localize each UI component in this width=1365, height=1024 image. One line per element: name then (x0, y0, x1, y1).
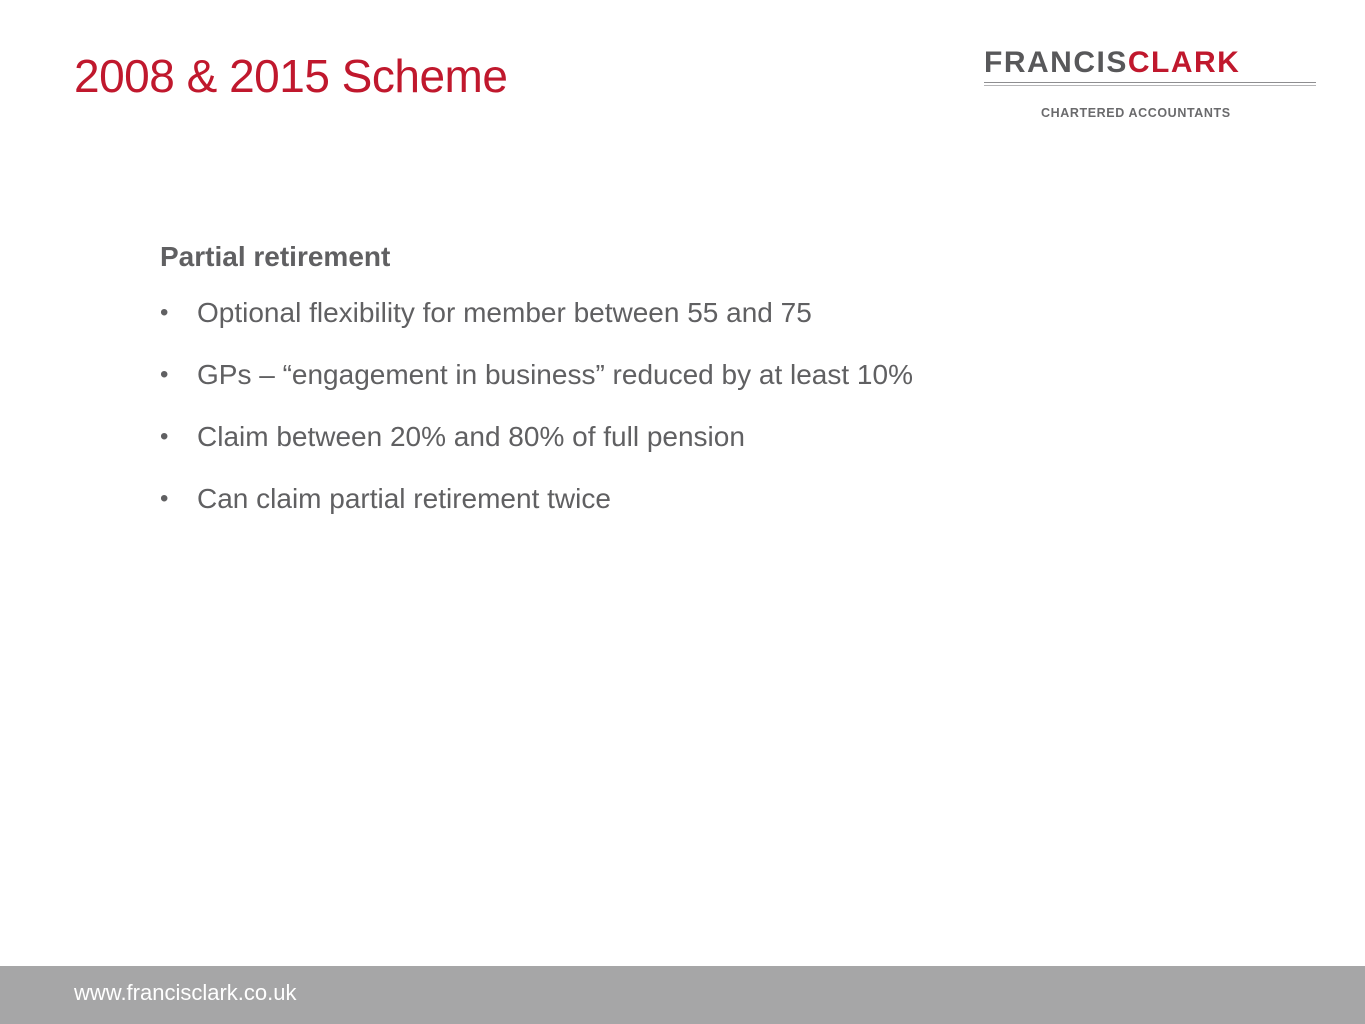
bullet-list (160, 294, 1160, 518)
logo-rule-secondary (984, 85, 1316, 86)
bullet-dot: • (160, 361, 169, 388)
bullet-text: Optional flexibility for member between 55 and 75 (197, 297, 812, 328)
bullet-item (160, 294, 1160, 332)
bullet-item (160, 480, 1160, 518)
slide-title: 2008 & 2015 Scheme (74, 50, 508, 102)
bullet-text: Claim between 20% and 80% of full pension (197, 421, 745, 452)
logo-wordmark (984, 48, 1240, 78)
logo-rule (984, 82, 1316, 83)
section-heading: Partial retirement (160, 241, 391, 272)
footer-bar (0, 966, 1365, 1024)
logo-tagline: CHARTERED ACCOUNTANTS (1041, 106, 1231, 120)
bullet-dot: • (160, 485, 169, 512)
footer-website-link[interactable]: www.francisclark.co.uk (74, 980, 297, 1005)
logo-word-francis: FRANCIS (984, 46, 1128, 79)
slide-content (160, 238, 1160, 542)
bullet-text: GPs – “engagement in business” reduced by at least 10% (197, 359, 913, 390)
bullet-dot: • (160, 299, 169, 326)
bullet-item (160, 418, 1160, 456)
bullet-text: Can claim partial retirement twice (197, 483, 611, 514)
bullet-item (160, 356, 1160, 394)
logo-word-clark: CLARK (1127, 46, 1241, 79)
bullet-dot: • (160, 423, 169, 450)
francisclark-logo (984, 48, 1319, 123)
